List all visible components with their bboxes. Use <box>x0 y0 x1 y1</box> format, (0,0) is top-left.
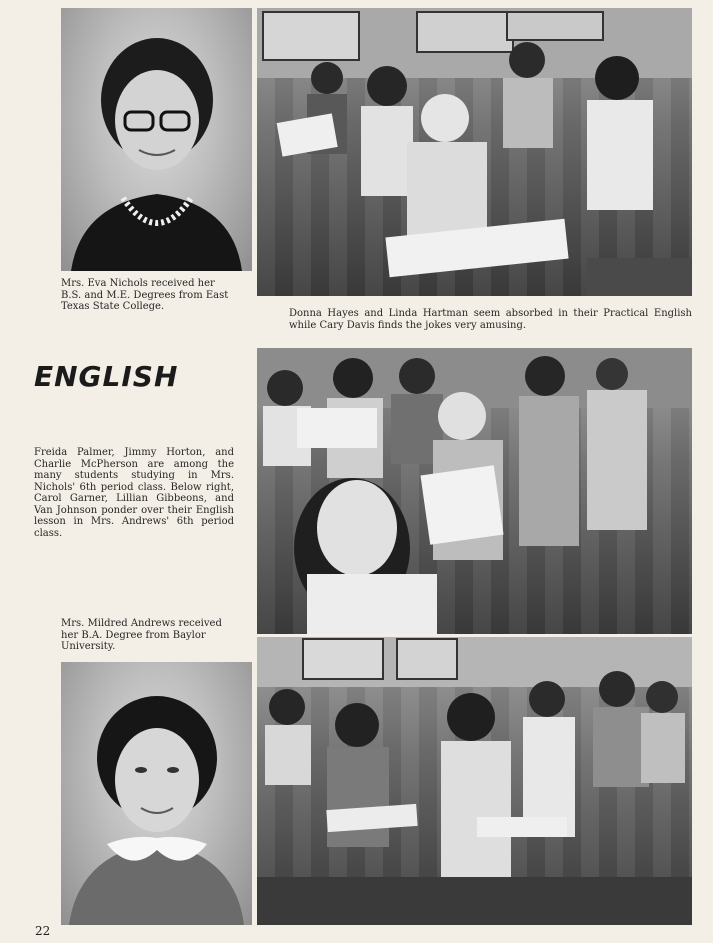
classroom-illustration <box>257 348 692 634</box>
section-heading: ENGLISH <box>34 360 179 393</box>
classroom-photo-middle <box>257 348 692 634</box>
portrait-illustration <box>61 8 252 271</box>
portrait-mildred-andrews <box>61 662 252 925</box>
classroom-photo-top <box>257 8 692 296</box>
portrait-eva-nichols <box>61 8 252 271</box>
classroom-illustration <box>257 637 692 925</box>
caption-mildred-andrews: Mrs. Mildred Andrews received her B.A. Degree from Baylor University. <box>61 618 222 652</box>
caption-middle-text: Freida Palmer, Jimmy Horton, and Charlie McPherson are among the many students studying in Mrs. Nichols' 6th period class. Below right, Carol Garner, Lillian Gibbeons, and Van Johnson ponder over their English lesson in Mrs. Andrews' 6th period class. <box>34 447 234 539</box>
portrait-illustration <box>61 662 252 925</box>
caption-top-photo: Donna Hayes and Linda Hartman seem absorbed in their Practical English while Cary Davis finds the jokes very amusing. <box>289 308 692 331</box>
classroom-photo-bottom <box>257 637 692 925</box>
classroom-illustration <box>257 8 692 296</box>
caption-eva-nichols: Mrs. Eva Nichols received her B.S. and M.E. Degrees from East Texas State College. <box>61 278 229 312</box>
page-number: 22 <box>35 924 51 938</box>
